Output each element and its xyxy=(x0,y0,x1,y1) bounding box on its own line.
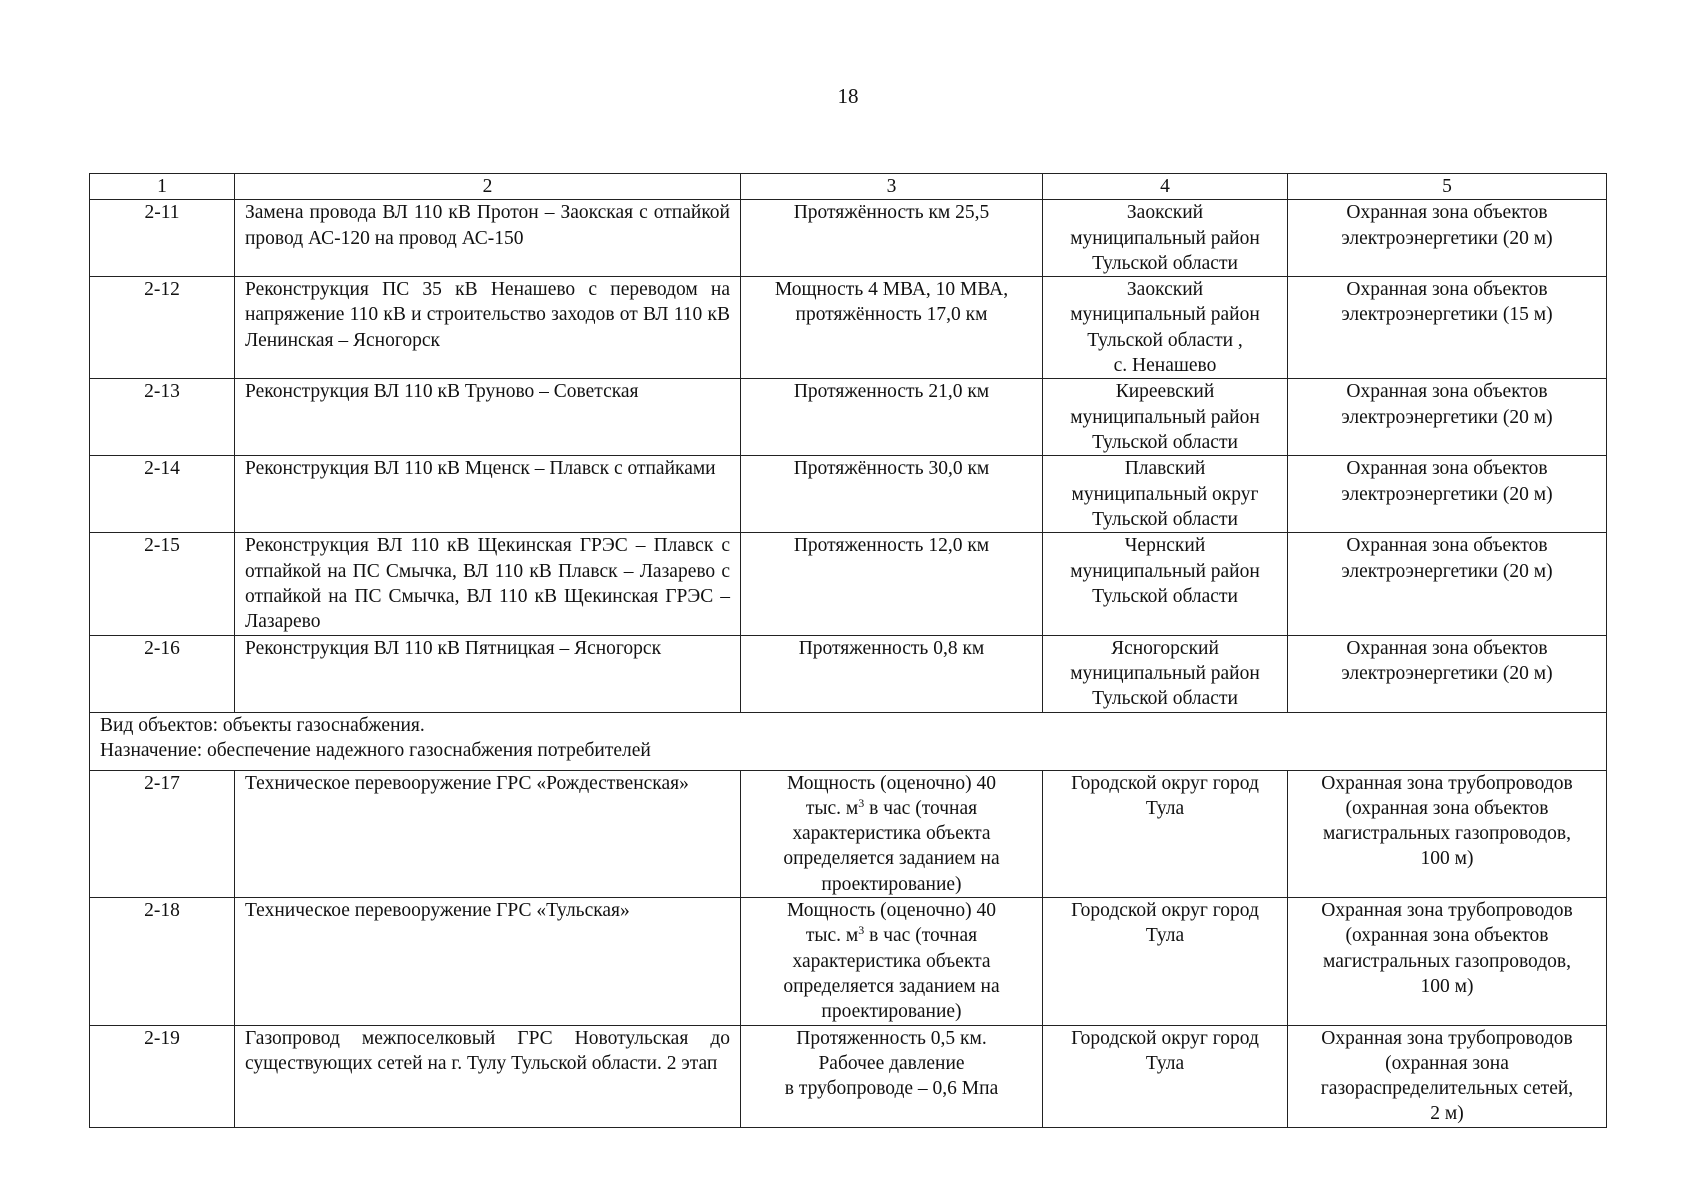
characteristic-line: проектирование) xyxy=(821,1001,962,1023)
object-name: Реконструкция ПС 35 кВ Ненашево с переводом на напряжение 110 кВ и строительство заходов от ВЛ 110 кВ Ленинская – Ясногорск xyxy=(235,277,741,379)
location-line: Заокский xyxy=(1126,279,1204,301)
object-location xyxy=(1043,635,1288,712)
protection-zone xyxy=(1288,200,1607,277)
table-row xyxy=(90,277,1607,379)
characteristic-line: характеристика объекта xyxy=(792,823,991,845)
row-id: 2-12 xyxy=(90,277,235,379)
protection-zone xyxy=(1288,456,1607,533)
object-characteristic: Протяженность 21,0 км xyxy=(741,379,1043,456)
table-row xyxy=(90,456,1607,533)
object-location xyxy=(1043,456,1288,533)
object-characteristic: Протяжённость км 25,5 xyxy=(741,200,1043,277)
zone-line: Охранная зона объектов xyxy=(1346,458,1548,480)
object-characteristic: Протяженность 12,0 км xyxy=(741,533,1043,635)
characteristic-text: в час (точная xyxy=(864,925,978,947)
cubic-superscript: 3 xyxy=(858,795,865,810)
table-row xyxy=(90,770,1607,897)
column-number-4: 4 xyxy=(1043,174,1288,200)
section-description xyxy=(90,712,1607,770)
section-kind: Вид объектов: объекты газоснабжения. xyxy=(100,714,425,736)
object-location xyxy=(1043,379,1288,456)
characteristic-text: тыс. м xyxy=(805,925,859,947)
protection-zone xyxy=(1288,379,1607,456)
object-characteristic xyxy=(741,898,1043,1025)
table-row xyxy=(90,1025,1607,1127)
location-line: Тульской области xyxy=(1092,508,1238,530)
zone-line: электроэнергетики (20 м) xyxy=(1341,483,1553,505)
characteristic-line: определяется заданием на xyxy=(783,975,1000,997)
protection-zone xyxy=(1288,533,1607,635)
location-line: Городской округ город xyxy=(1071,900,1259,922)
column-number-3: 3 xyxy=(741,174,1043,200)
object-characteristic: Протяженность 0,8 км xyxy=(741,635,1043,712)
characteristic-line: проектирование) xyxy=(821,873,962,895)
zone-line: электроэнергетики (20 м) xyxy=(1341,560,1553,582)
section-row xyxy=(90,712,1607,770)
object-name: Реконструкция ВЛ 110 кВ Мценск – Плавск с отпайками xyxy=(235,456,741,533)
object-characteristic xyxy=(741,1025,1043,1127)
location-line: муниципальный район xyxy=(1070,227,1260,249)
row-id: 2-18 xyxy=(90,898,235,1025)
object-name: Реконструкция ВЛ 110 кВ Щекинская ГРЭС – Плавск с отпайкой на ПС Смычка, ВЛ 110 кВ Плавск – Лазарево с отпайкой на ПС Смычка, ВЛ 110 кВ Щекинская ГРЭС – Лазарево xyxy=(235,533,741,635)
location-line: Тула xyxy=(1145,925,1185,947)
zone-line: Охранная зона объектов xyxy=(1346,279,1548,301)
object-name: Замена провода ВЛ 110 кВ Протон – Заокская с отпайкой провод АС-120 на провод АС-150 xyxy=(235,200,741,277)
protection-zone xyxy=(1288,1025,1607,1127)
object-name: Реконструкция ВЛ 110 кВ Пятницкая – Ясногорск xyxy=(235,635,741,712)
location-line: с. Ненашево xyxy=(1113,355,1217,377)
location-line: Тула xyxy=(1145,1052,1185,1074)
characteristic-line: определяется заданием на xyxy=(783,848,1000,870)
location-line: муниципальный район xyxy=(1070,560,1260,582)
object-location xyxy=(1043,533,1288,635)
location-line: муниципальный район xyxy=(1070,662,1260,684)
location-line: муниципальный район xyxy=(1070,406,1260,428)
characteristic-line xyxy=(751,923,1032,948)
object-characteristic: Мощность 4 МВА, 10 МВА, протяжённость 17,0 км xyxy=(741,277,1043,379)
location-line: Тульской области xyxy=(1092,252,1238,274)
row-id: 2-19 xyxy=(90,1025,235,1127)
object-name: Реконструкция ВЛ 110 кВ Труново – Советская xyxy=(235,379,741,456)
location-line: Ясногорский xyxy=(1111,637,1219,659)
section-purpose: Назначение: обеспечение надежного газоснабжения потребителей xyxy=(100,739,651,761)
table-row xyxy=(90,635,1607,712)
cubic-superscript: 3 xyxy=(858,923,865,938)
zone-line: Охранная зона трубопроводов xyxy=(1321,772,1573,794)
table-row xyxy=(90,379,1607,456)
protection-zone xyxy=(1288,277,1607,379)
table-row xyxy=(90,898,1607,1025)
zone-line: магистральных газопроводов, xyxy=(1322,823,1571,845)
characteristic-line xyxy=(751,796,1032,821)
characteristic-line: в трубопроводе – 0,6 Мпа xyxy=(784,1078,999,1100)
table-row xyxy=(90,533,1607,635)
location-line: Городской округ город xyxy=(1071,1027,1259,1049)
table-header-row xyxy=(90,174,1607,200)
table-row xyxy=(90,200,1607,277)
zone-line: (охранная зона xyxy=(1385,1052,1509,1074)
row-id: 2-15 xyxy=(90,533,235,635)
zone-line: газораспределительных сетей, xyxy=(1320,1078,1574,1100)
characteristic-line: Мощность (оценочно) 40 xyxy=(786,900,997,922)
column-number-5: 5 xyxy=(1288,174,1607,200)
location-line: Тульской области xyxy=(1092,431,1238,453)
protection-zone xyxy=(1288,635,1607,712)
object-location xyxy=(1043,200,1288,277)
zone-line: электроэнергетики (20 м) xyxy=(1341,406,1553,428)
row-id: 2-13 xyxy=(90,379,235,456)
object-characteristic xyxy=(741,770,1043,897)
zone-line: 100 м) xyxy=(1420,848,1474,870)
zone-line: 2 м) xyxy=(1430,1103,1464,1125)
object-location xyxy=(1043,898,1288,1025)
zone-line: электроэнергетики (20 м) xyxy=(1341,227,1553,249)
column-number-2: 2 xyxy=(235,174,741,200)
zone-line: электроэнергетики (15 м) xyxy=(1341,304,1553,326)
characteristic-line: Протяженность 0,5 км. xyxy=(796,1027,987,1049)
characteristic-text: в час (точная xyxy=(864,797,978,819)
protection-zone xyxy=(1288,898,1607,1025)
object-name: Газопровод межпоселковый ГРС Новотульская до существующих сетей на г. Тулу Тульской области. 2 этап xyxy=(235,1025,741,1127)
zone-line: Охранная зона объектов xyxy=(1346,535,1548,557)
characteristic-line: Мощность (оценочно) 40 xyxy=(786,772,997,794)
zone-line: Охранная зона объектов xyxy=(1346,637,1548,659)
location-line: муниципальный район xyxy=(1070,304,1260,326)
object-name: Техническое перевооружение ГРС «Тульская» xyxy=(235,898,741,1025)
page-number: 18 xyxy=(837,84,859,108)
zone-line: Охранная зона трубопроводов xyxy=(1321,1027,1573,1049)
location-line: Тульской области , xyxy=(1087,329,1243,351)
protection-zone xyxy=(1288,770,1607,897)
location-line: Городской округ город xyxy=(1071,772,1259,794)
characteristic-text: тыс. м xyxy=(805,797,859,819)
location-line: муниципальный округ xyxy=(1071,483,1259,505)
object-name: Техническое перевооружение ГРС «Рождественская» xyxy=(235,770,741,897)
characteristic-line: характеристика объекта xyxy=(792,950,991,972)
object-characteristic: Протяжённость 30,0 км xyxy=(741,456,1043,533)
objects-table xyxy=(89,173,1607,1128)
location-line: Тульской области xyxy=(1092,688,1238,710)
zone-line: Охранная зона объектов xyxy=(1346,381,1548,403)
zone-line: 100 м) xyxy=(1420,975,1474,997)
row-id: 2-17 xyxy=(90,770,235,897)
location-line: Чернский xyxy=(1124,535,1206,557)
location-line: Тульской области xyxy=(1092,585,1238,607)
location-line: Тула xyxy=(1145,797,1185,819)
location-line: Заокский xyxy=(1126,202,1204,224)
column-number-1: 1 xyxy=(90,174,235,200)
row-id: 2-14 xyxy=(90,456,235,533)
characteristic-line: Рабочее давление xyxy=(818,1052,965,1074)
location-line: Киреевский xyxy=(1115,381,1215,403)
row-id: 2-16 xyxy=(90,635,235,712)
zone-line: (охранная зона объектов xyxy=(1345,925,1549,947)
location-line: Плавский xyxy=(1124,458,1206,480)
zone-line: (охранная зона объектов xyxy=(1345,797,1549,819)
object-location xyxy=(1043,1025,1288,1127)
object-location xyxy=(1043,277,1288,379)
zone-line: магистральных газопроводов, xyxy=(1322,950,1571,972)
zone-line: электроэнергетики (20 м) xyxy=(1341,662,1553,684)
row-id: 2-11 xyxy=(90,200,235,277)
zone-line: Охранная зона трубопроводов xyxy=(1321,900,1573,922)
object-location xyxy=(1043,770,1288,897)
zone-line: Охранная зона объектов xyxy=(1346,202,1548,224)
